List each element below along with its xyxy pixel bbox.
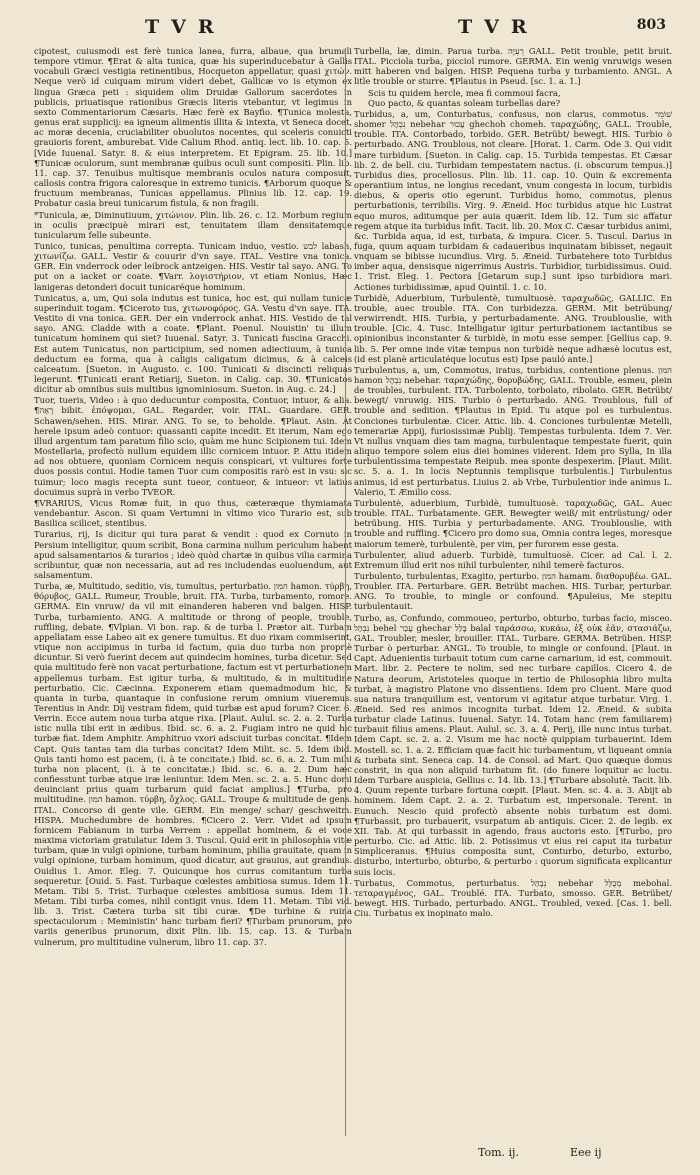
right-column	[354, 46, 672, 919]
entry-tunico: Tunico, tunicas, penultima correpta. Tunicam induo, vestio. לבש labash, χιτωνίζω. GALL. Vestir & couurir d'vn saye. ITAL. Vestire vna tonica. GER. Ein vnderrock oder leibrock antzeigen. HIS. Vestir tal sayo. ANG. To put on a iacket or coate. ¶Varr. λογιστήριον, vt etiam Nonius, Hæc lanigeras detonderi docuit tunicaréque hominum.	[34, 240, 352, 292]
verse-quote: Scis tu quidem hercle, mea fi commoui facra, Quo pacto, & quantas soleam turbellas dare?	[368, 87, 561, 108]
signature-mark: Eee ij	[570, 1146, 602, 1159]
entry-turba: Turba, æ, Multitudo, seditio, vis, tumultus, perturbatio. המון hamon. τύρβη, θόρυβος, GALL. Rumeur, Trouble, bruit. ITA. Turba, turbamento, romore. GERMA. Ein vnruw/ da vil mit einanderen haberen vnd balgen. HISP. Turba, turbamiento. ANG. A multitude or throng of people, trouble, ruffling, debate. ¶Vlpian. Vi bon. rap. & de turba l. Prætor ait. Turbam appellatam esse Labeo ait ex genere tumultus. Et duo rixam commiserint, vtique non accipimus in turba id factum, quia duo turba non propriè dicuntur. Si verò fuerint decem aut quindecim homines, turba dicetur. Sed quia multitudo ferè non vacat perturbatione, factum est vt perturbationem appellemus turbam. Est igitur turba, & multitudo, & in multitudine perturbatio. Cic. Cæcinna. Exponerem etiam quemadmodum hic, & quanta in turba, quantaque in confusione rerum omnium viueremus. Terentius in Andr. Dij vestram fidem, quid turbæ est apud forum? Cicer. 6. Verrin. Ecce autem noua turba atque rixa. [Plaut. Aulul. sc. 2. a. 2. Turba istic nulla tibi erit in ædibus. Ibid. sc. 6. a. 2. Fugiam intro ne quid hic turbæ fiat. Idem Amphitr. Amphitruo vxori adsciuit turbas concitat. ¶Idem Capt. Quis tantas tam dia turbas concitat? Idem Milit. sc. 5. Idem ibid. Quis tanti homo est pacem, (i. à te concitate.) Ibid. sc. 6. a. 2. Tum mihi turba non placent, (i. à te concitatæ.) Ibid. sc. 6. a. 2. Dum hæc confiesstunt turbæ atque iræ leniuntur. Idem Men. sc. 2. a. 5. Hunc domi deuinciant prius quam turbarum quid faciat amplius.] ¶Turba, pro multitudine. המון hamon. τύρβη, ὄχλος. GALL. Troupe & multitude de gens. ITAL. Concorso di gente vile. GERM. Ein menge/ schar/ geschweitm. HISPA. Muchedumbre de hombres. ¶Cicero 2. Verr. Videt ad ipsum fornicem Fabianum in turba Verrem : appellat hominem, & ei voce maxima victoriam gratulatur. Idem 3. Tuscul. Quid erit in philosophia vitæ turbam, quæ in vulgi opinione, turbam hominum, philia grauitate, quam in vulgi opinione, turbam hominum, quod dicatur, aut grauius, aut grandius. Ouidius 1. Amor. Eleg. 7. Quicunque hos currus comitantum turba sequeretur. [Ouid. 5. Fast. Turbaque cœlestes ambitiosa sumus. Idem 11. Metam. Tibi 5. Trist. Turbaque cœlestes ambitiosa sumus. Idem 11. Metam. Tibi turba comes, nihil contigit vnus. Idem 11. Metam. Tibi vid. lib. 3. Trist. Cætera turba sit tibi curæ. ¶De turbine & ruina spectaculorum : Meministin' hanc turbam fieri? ¶Turbam prunorum, pro variis generibus prunorum, dixit Plin. lib. 15. cap. 13. & Turbam vulnerum, pro multitudine vulnerum, libro 11. cap. 37.	[34, 581, 352, 947]
entry-turbo: Turbo, as, Confundo, commoueo, perturbo, obturbo, turbas facio, misceo. נִבְהַל behel עָכַר ghechar בָּלַל balal ταράσσω, κυκάω, ἐξ οὐκ ἐᾶν, στασιάζω, GAL. Troubler, mesler, brouiller. ITAL. Turbare. GERMA. Betrüben. HISP. Turbar ò perturbar. ANGL. To trouble, to mingle or confound. [Plaut. in Capt. Aduenientis turbauit totum cum carne carnarium, id est, commouit. Mart. libr. 2. Pectere te nolim, sed nec turbare capillos. Cicero 4. de Natura deorum, Aristoteles quoque in tertio de Philosophia libro multa turbat, à magistro Platone vno dissentiens. Idem pro Cluent. Mare quod sua natura tranquillum est, ventorum vi agitatur atque turbatur. Virg. 1. Æneid. Sed res animos incognita turbat. Idem 12. Æneid. & subita turbatur clade Latinus. Iuuenal. Satyr. 14. Totam hanc (rem familiarem) turbauit filius amens. Plaut. Aulul. sc. 3. a. 4. Perij, ille nunc intus turbat. Idem Capt. sc. 2. a. 2. Visum me hac noctè quippiam turbauerint. Idem Mostell. sc. 1. a. 2. Efficiam quæ facit hic turbamentum, vt liqueant omnia & turbata sint. Seneca cap. 14. de Consol. ad Mart. Quo quæque domus constrit, in qua non aliquid turbatum fit. (do funere loquitur ac luctu. Idem Turbare auspicia, Gellius c. 14. lib. 13.] ¶Turbare absolutè. Tacit. lib. 4. Quum repente turbare fortuna cœpit. [Plaut. Men. sc. 4. a. 3. Abijt ab hominem. Idem Capt. 2. a. 2. Turbatum est, impersonale. Terent. in Eunuch. Nescio quid profectò absente nobis turbatum est domi. ¶Turbassit, pro turbauerit, vsurpatum ab antiquis. Cicer. 2. de legib. ex XII. Tab. At qui turbassit in agendo, fraus auctoris esto. [¶Turbo, pro perturbo. Cic. ad Attic. lib. 2. Potissimus vt eius rei caput ita turbatur Simpliceranus. ¶Huius composita sunt, Conturbo, deturbo, exturbo, disturbo, interturbo, obturbo, & perturbo : quorum significata explicantur suis locis.	[354, 612, 672, 877]
entry-paragraph: cipotest, cuiusmodi est ferè tunica lanea, furra, albaue, qua brumali tempore vtimur. ¶Erat & alta tunica, quæ his superinducebatur à Gallis vocabuli Græci vestigia retinentibus, Hocqueton appellatur, quasi χιτών. Neque verò id cuiquam mirum videri debet, Gallicæ vo is etymon ex lingua Græca peti : siquidem olim Druidæ Gallorum sacerdotes in publicis, priuatisque rationibus Græcis literis vtebantur, vt legimus in sexto Commentariorum Cæsaris. Hæc ferè ex Bayfio. ¶Tunica molesta, genus erat supplicij: ea igneum alimentis illita & intexta, vt Seneca docet, ac moræ decenia, cruciabiliter obuolutos nocentes, qui sceleris conuicti grauioris forent, amburebat. Vide Calium Rhod. antiq. lect. lib. 10. cap. 5. [Vide Iuuenal. Satyr. 8. & eius interpretem. Et Epigram. 25. lib. 10.] ¶Tunicæ oculorum, sunt membranæ quibus oculi sunt compositi. Plin. lib. 11. cap. 37. Tenuibus multisque membranis oculos natura composuit, callosis contra frigora caloresque in extremo tunicis. ¶Arborum quoque & fructuum membranas, Tunicas appellamus. Plinius lib. 12. cap. 19. Probatur casia breui tunicarum fistula, & non fragili.	[34, 46, 352, 209]
column-divider	[345, 48, 346, 1136]
running-head-right: TVR	[458, 16, 539, 38]
running-head-left: TVR	[145, 16, 226, 38]
entry-tunicatus: Tunicatus, a, um, Qui sola indutus est tunica, hoc est, qui nullam tunicæ superinduit togam. ¶Ciceroto tus, χιτωνοφόρος. GA. Vestu d'vn saye. ITA. Vestito di vna tonica. GER. Der ein vnderrock anhat. HIS. Vestido de tal sayo. ANG. Cladde with a coate. ¶Plant. Poenul. Nouistin' tu illum tunicatum hominem qui siet? Iuuenal. Satyr. 3. Tunicati fuscina Gracchi. Est autem Tunicatus, non participium, sed nomen adiectiuum, à tunica deductum ea forma, qua à caligis caligatum dicimus, & à calceis calceatum. [Sueton. in Augusto. c. 100. Tunicati & discincti reliquas legerunt. ¶Tunicati erant Retiarij, Sueton. in Calig. cap. 30. ¶Tunicatos dicitur ab omnibus suis multibus ignominiosum. Sueton. in Aug. c. 24.]	[34, 292, 352, 395]
entry-turbulentus: Turbulentus, a, um, Commotus, iratus, turbidus, contentione plenus. המון hamon נִבְהָל nebehar. ταραχώδης, θορυβώδης, GALL. Trouble, esmeu, plein de troubles, turbulent. ITA. Turbolento, torbolato, ribolato. GER. Betrübt/ bewegt/ vnruwig. HIS. Turbio ò perturbado. ANG. Troublous, full of trouble and sedition. ¶Plautus in Epid. Tu atque pol es turbulentus. Conciones turbulentæ. Cicer. Attic. lib. 4. Conciones turbulentæ Metelli, temerariæ Appij, furiosissimæ Publij. Tempestas turbulenta. Idem 7. Ver. Vt nullus vnquam dies tam magna, turbulentaque tempestate fuerit, quin aliquo tempore solem eius diei homines viderent. Idem pro Sylla, In illa turbulentissima tempestate Reipub. mea sponte despexerim. [Plaut. Milit. sc. 5. a. 1. In locis Neptunnis templisque turbulentis.] Turbulentus animus, id est perturbatus. Liuius 2. ab Vrbe, Turbulentior inde animus L. Valerio, T. Æmilio coss.	[354, 364, 672, 497]
running-head	[0, 16, 700, 42]
entry-turarius-vicus: ¶VRARIUS, Vicus Romæ fuit, in quo thus, cæteræque thymiamata vendebantur. Ascon. Si quam Vertumni in vltimo vico Turario est, sub Basilica scilicet, stentibus.	[34, 497, 352, 529]
page-footer	[0, 1146, 700, 1166]
entry-turarius: Turarius, rij, Is dicitur qui tura parat & vendit : quod ex Cornuto in Persium intelligitur, quum scribit, Bona carmina nullum periculum habent apud salsamentarios & turarios ; ideò quòd chartæ in quibus vilia carmina scribuntur, quæ non necessaria, aut ad res includendas euoluendum, aut salsamentum.	[34, 529, 352, 580]
entry-turbide: Turbidè, Aduerbium, Turbulentè, tumultuosè. ταραχωδῶς, GALLIC. En trouble, auec trouble. ITA. Con turbidezza. GERM. Mit betrübung/ verwirrendt. HIS. Turbia, y perturbadamente. ANG. Troublouslie, with trouble. [Cic. 4. Tusc. Intelligatur igitur perturbationem iactantibus se opinionibus inconstanter & turbidè, in motu esse semper. [Gellius cap. 9. lib. 5. Per omne inde vitæ tempus non turbidè neque adhæsè locutus est, (id est planè articulatéque locutus est) Ipse pauló ante.]	[354, 292, 672, 364]
entry-tunicula: *Tunicula, æ, Diminutiuum, χιτώνιον. Plin. lib. 26. c. 12. Morbum regium in oculis præcipuè mirari est, tenuitatem illam densitatemque tunicularum felle subeunte.	[34, 209, 352, 240]
entry-turbidus: Turbidus, a, um, Conturbatus, confusus, non clarus, commotus. שׁוֹמֵר shomer נִבְהָל nebehar עָכוּר ghechoh chomeh. ταραχώδης, GALL. Trouble, trouble. ITA. Contorbado, torbido. GER. Betrübt/ bewegt. HIS. Turbio ò perturbado. ANG. Troublous, not cleare. [Horat. 1. Carm. Ode 3. Qui vidit mare turbidum. [Sueton. in Calig. cap. 15. Turbida tempestas. Et Cæsar lib. 2. de bell. ciu. Turbidam tempestatem nactus. (i. obscurum tempus.)] Turbidus dies, procellosus. Plin. lib. 11. cap. 10. Quin & excrementa operantium intus, ne longius recedant, vnum congesta in locum, turbidis diebus, & operis otio egerunt. Turbidus homo, commotus, plenus perturbationis, terribilis. Virg. 9. Æneid. Hoc turbidus atque hic Lustrat equo muros, aditumque per auia quærit. Idem lib. 12. Tum sic affatur regem atque ita turbidus infit. Tacit. lib. 20. Mox C. Cæsar turbidus animi, &c. Turbida aqua, id est, turbata, & impura. Cicer. 5. Tuscul. Darius in fuga, quum aquam turbidam & cadaueribus inquinatam bibisset, negauit vnquam se bibisse iucundius. Virg. 5. Æneid. Turbatehere toto Turbidus imber aqua, densisque nigerrimus Austris. Turbidior, turbidissimus. Ouid. 1. Trist. Eleg. 1. Pectora [Getarum sup.] sunt ipso turbidiora mari. Actiones turbidissimæ, apud Quintil. 1. c. 10.	[354, 108, 672, 292]
tome-label: Tom. ij.	[478, 1146, 519, 1159]
entry-turbulento: Turbulento, turbulentas, Exagito, perturbo. המון hamam. διαθορυβέω. GAL. Troubler. ITA. Perturbare. GER. Betrübt machen. HIS. Turbar, perturbar. ANG. To trouble, to mingle or confound. ¶Apuleius, Me stepitu turbulentauit.	[354, 570, 672, 612]
entry-turbella: Turbella, læ, dimin. Parua turba. רְעִיָּה GALL. Petit trouble, petit bruit. ITAL. Picciola turba, picciol rumore. GERMA. Ein wenig vnruwigs wesen mitt haberen vnd balgen. HISP. Pequena turba y turbamiento. ANGL. A litle trouble or sturre. ¶Plautus in Pseud. [sc. 1. a. 1.]	[354, 46, 672, 87]
page-number: 803	[636, 17, 666, 33]
entry-turbatus: Turbatus, Commotus, perturbatus. נִבְהַל nebehar מְבֻלָּל mebohal. τεταραγμένος, GAL. Troublé. ITA. Turbato, smosso. GER. Betrübet/ bewegt. HIS. Turbado, perturbado. ANGL. Troubled, vexed. [Cas. 1. bell. Ciu. Turbatus ex inopinato malo.	[354, 877, 672, 919]
entry-turbulente: Turbulentè, aduerbium, Turbidè, tumultuosè. ταραχωδῶς, GAL. Auec trouble. ITAL. Turbatamente. GER. Bewegter weiß/ mit entrüstung/ oder betrübung. HIS. Turbia y perturbadamente. ANG. Troublouslie, with trouble and ruffling. ¶Cicero pro domo sua, Omnia contra leges, moresque maiorum temerè, turbulentè, per vim, per furorem esse gesta.	[354, 497, 672, 549]
left-column	[34, 46, 352, 948]
entry-tuor: Tuor, tueris, Video : à quo deducuntur composita, Contuor, intuor, & alia. ¶רָאָה bibit. ἐπόψομαι, GAL. Regarder, voir. ITAL. Guardare. GER. Schawen/sehen. HIS. Mirar. ANG. To se, to beholde. ¶Plaut. Asin. At herele ipsum adeò contuor: quassanti capite incedit. Et iterum, Nam ego illud argentum tam paratum filio scio, quàm me hunc Scipionem tui. Idem Mostellaria, profectò nullum equidem illic cornicem intuor. P. Attu itidem ad nos obtuere, quoniam Cornicem nequis conspicari, vt vultures forte duos possis contui. Hodie tamen Tuor cum compositis rarò est in vsu: sic tuimur; loco magis recepta sunt tueor, contueor, & intueor: vt latius docuimus suprà in verbo TVEOR.	[34, 395, 352, 497]
entry-turbulenter: Turbulenter, aliud aduerb. Turbidè, tumultuosè. Cicer. ad Cal. l. 2. Extremum illud erit nos nihil turbulenter, nihil temerè facturos.	[354, 549, 672, 570]
